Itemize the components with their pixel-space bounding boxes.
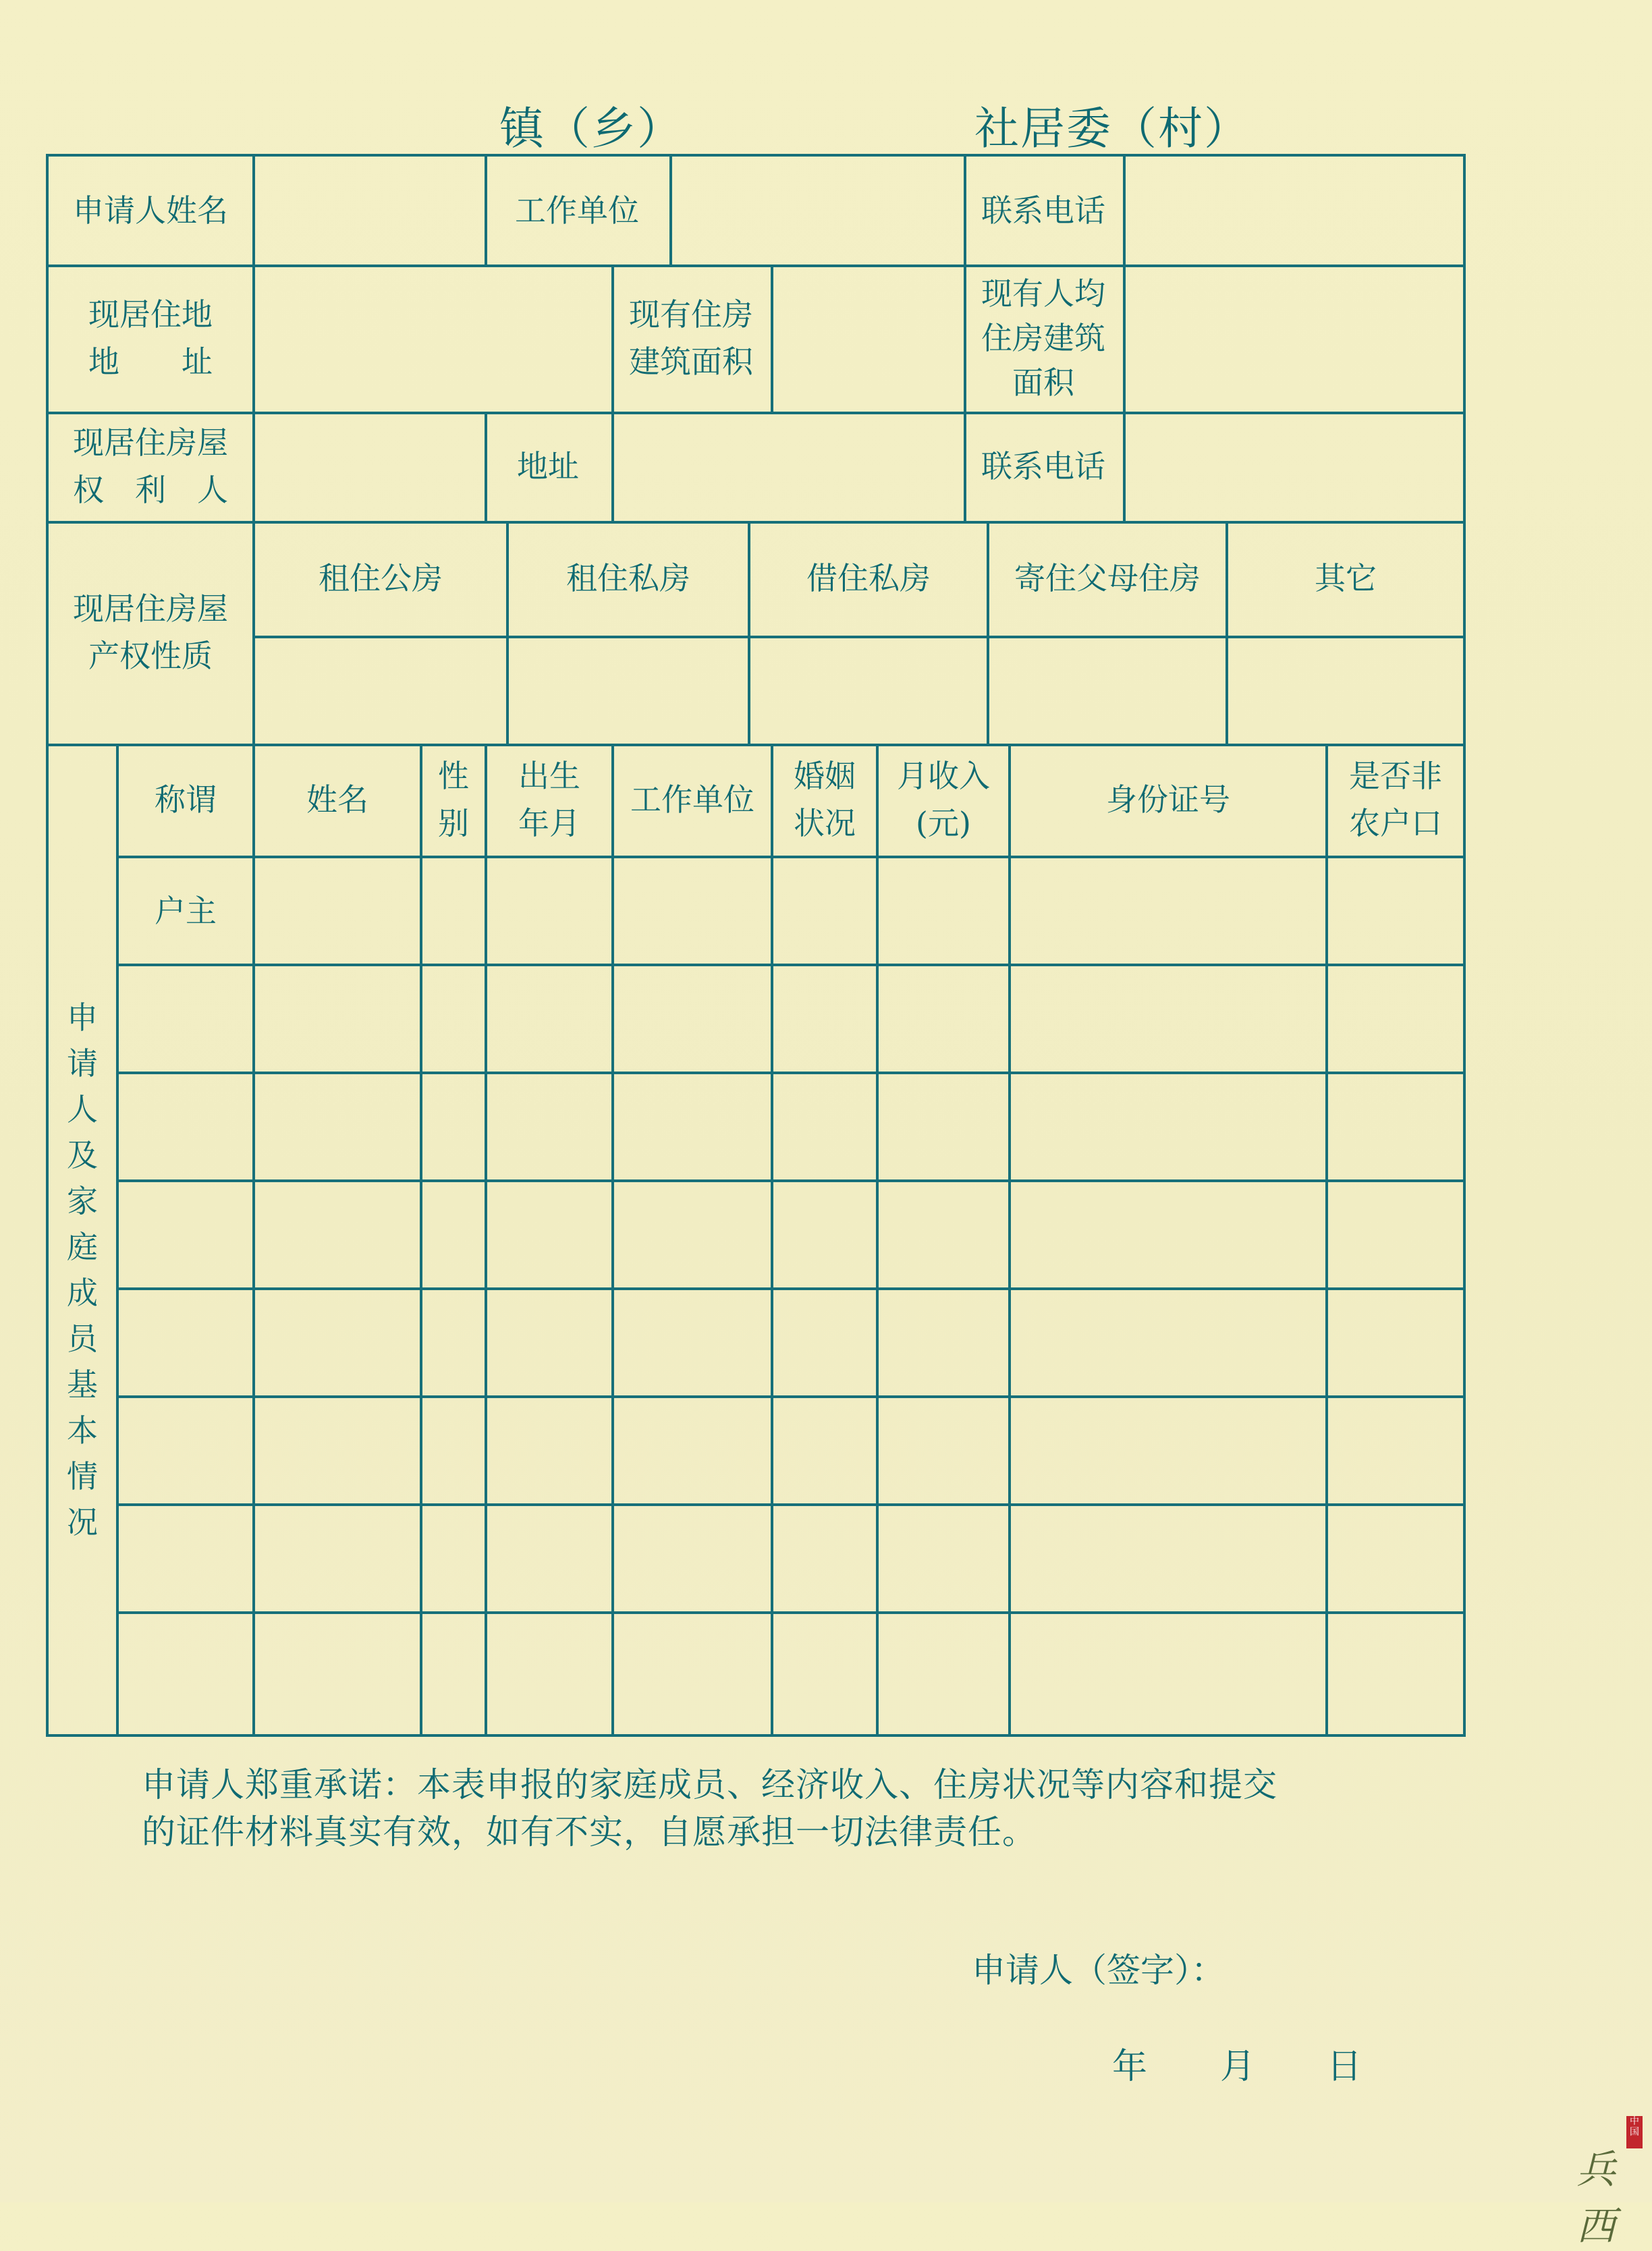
work-unit-label: 工作单位	[515, 192, 639, 229]
work-unit-field[interactable]	[672, 157, 964, 265]
town-blank[interactable]	[256, 107, 499, 157]
watermark-tag: 中国	[1626, 2116, 1643, 2148]
option-borrowed-private: 借住私房	[806, 560, 931, 596]
committee-label: 社居委（村）	[974, 103, 1250, 155]
date-year: 年	[1112, 2047, 1148, 2087]
per-capita-area-field[interactable]	[1126, 265, 1463, 412]
housing-area-label: 现有住房 建筑面积	[629, 296, 753, 380]
header-birth: 出生 年月	[518, 758, 580, 841]
owner-field[interactable]	[255, 412, 485, 521]
town-label: 镇（乡）	[499, 103, 683, 155]
header-hukou: 是否非 农户口	[1349, 758, 1442, 841]
option-private-rental-check[interactable]	[509, 638, 748, 744]
family-section-text: 申请人及家庭成员基本情况	[67, 999, 98, 1540]
header-marital: 婚姻 状况	[794, 758, 856, 841]
family-row-8[interactable]	[119, 1614, 1463, 1734]
current-address-label: 现居住地 地 址	[88, 296, 213, 380]
applicant-name-field[interactable]	[255, 157, 485, 265]
option-private-rental: 租住私房	[566, 560, 690, 596]
option-other-check[interactable]	[1228, 638, 1463, 744]
header-name: 姓名	[306, 781, 368, 818]
family-row-3[interactable]	[119, 1074, 1463, 1179]
applicant-name-label: 申请人姓名	[73, 192, 228, 229]
signature-field[interactable]	[1248, 1943, 1451, 1991]
family-row-5[interactable]	[119, 1290, 1463, 1395]
family-section-label	[49, 744, 116, 1737]
head-of-household-label: 户主	[155, 893, 217, 929]
option-public-rental-check[interactable]	[255, 638, 506, 744]
family-row-2[interactable]	[119, 966, 1463, 1072]
housing-area-field[interactable]	[773, 265, 964, 412]
option-borrowed-private-check[interactable]	[750, 638, 987, 744]
owner-label: 现居住房屋 权 利 人	[73, 424, 228, 508]
family-row-4[interactable]	[119, 1182, 1463, 1287]
header-work-unit: 工作单位	[630, 781, 754, 818]
date-month: 月	[1220, 2047, 1256, 2087]
option-public-rental: 租住公房	[319, 560, 443, 596]
header-gender: 性 别	[438, 758, 469, 841]
header-id-number: 身份证号	[1106, 781, 1230, 818]
property-nature-label: 现居住房屋 产权性质	[73, 590, 228, 674]
committee-blank[interactable]	[691, 107, 974, 157]
option-parents-housing-check[interactable]	[989, 638, 1226, 744]
option-other: 其它	[1315, 560, 1377, 596]
per-capita-area-label: 现有人均 住房建筑 面积	[981, 275, 1105, 401]
phone2-field[interactable]	[1126, 412, 1463, 521]
watermark-logo: 兵西	[1576, 2146, 1616, 2249]
header-relation: 称谓	[155, 781, 217, 818]
phone-field[interactable]	[1126, 157, 1463, 265]
current-address-field[interactable]	[255, 265, 611, 412]
form-heading	[256, 89, 1336, 157]
phone2-label: 联系电话	[981, 448, 1105, 484]
family-row-6[interactable]	[119, 1398, 1463, 1503]
applicant-pledge: 申请人郑重承诺：本表申报的家庭成员、经济收入、住房状况等内容和提交 的证件材料真实有效，如有不实，自愿承担一切法律责任。	[142, 1765, 1277, 1852]
application-table	[46, 154, 1466, 1737]
signature-label: 申请人（签字）：	[972, 1951, 1225, 1990]
option-parents-housing: 寄住父母住房	[1014, 560, 1201, 596]
header-income: 月收入 (元)	[897, 758, 990, 841]
phone-label: 联系电话	[981, 192, 1105, 229]
address-label: 地址	[517, 448, 579, 484]
family-row-1[interactable]	[255, 858, 1463, 964]
date-day: 日	[1327, 2047, 1362, 2087]
address-field[interactable]	[614, 412, 964, 521]
family-row-7[interactable]	[119, 1506, 1463, 1611]
